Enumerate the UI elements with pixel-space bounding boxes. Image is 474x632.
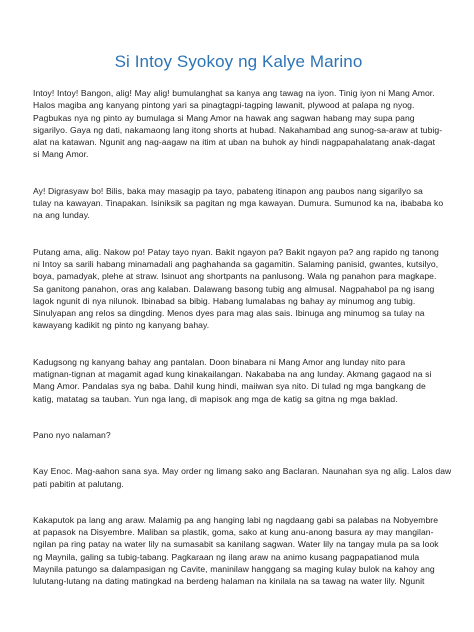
paragraph-line: ngilan pa ring patay na water lily na sumasabit sa kanilang sagwan. Water lily na tangay mula pa sa look <box>33 539 439 550</box>
paragraph-line: Pano nyo nalaman? <box>33 429 111 440</box>
paragraph-line: lulutang-lutang na dating matingkad na berdeng halaman na kinilala na sa tawag na water lily. Ngunit <box>33 576 425 587</box>
paragraph-line: ni Intoy sa sarili habang minamadali ang paghahanda sa gagamitin. Salaming panisid, gwantes, kutsilyo, <box>33 258 439 269</box>
paragraph-4 <box>33 356 444 405</box>
paragraph-line: Mang Amor. Pandalas sya ng baba. Dahil kung hindi, maiiwan sya nito. Di tulad ng mga bangkang de <box>33 381 426 392</box>
paragraph-line: Kay Enoc. Mag-aahon sana sya. May order ng limang sako ang Baclaran. Naunahan sya ng alig. Lalos daw <box>33 466 452 477</box>
paragraph-line: alat na katawan. Ngunit ang nag-aagaw na itim at uban na buhok ay hindi nagpapahalatang anak-dagat <box>33 137 436 148</box>
paragraph-2 <box>33 185 444 222</box>
paragraph-line: si Mang Amor. <box>33 149 89 160</box>
paragraph-line: Sa ganitong panahon, oras ang kalaban. Dalawang basong tubig ang almusal. Nagpahabol pa ng isang <box>33 283 435 294</box>
paragraph-line: Pagbukas nya ng pinto ay bumulaga si Mang Amor na hawak ang sagwan habang may supa pang <box>33 112 415 123</box>
paragraph-line: Kakaputok pa lang ang araw. Malamig pa ang hanging labi ng nagdaang gabi sa palabas na Nobyembre <box>33 514 439 525</box>
paragraph-line: boya, pamadyak, plehe at straw. Isinuot ang shortpants na panlusong. Wala ng panahon para magkape. <box>33 271 437 282</box>
paragraph-line: kawayang kadikit ng pinto ng kanyang bahay. <box>33 320 210 331</box>
paragraph-line: ng Maynila, galing sa tubig-tabang. Pagkaraan ng ilang araw na animo kusang pagpapatianod mula <box>33 551 420 562</box>
paragraph-line: Intoy! Intoy! Bangon, alig! May alig! bumulanghat sa kanya ang tawag na iyon. Tinig iyon ni Mang Amor. <box>33 88 435 98</box>
paragraph-line: na ang lunday. <box>33 210 90 221</box>
paragraph-7 <box>33 514 444 588</box>
paragraph-1 <box>33 87 444 161</box>
paragraph-5 <box>33 429 444 441</box>
paragraph-line: at papasok na Disyembre. Maliban sa plastik, goma, sako at kung anu-anong basura ay may mangilan- <box>33 527 434 538</box>
paragraph-line: matignan-tignan at magamit agad kung kinakailangan. Nakababa na ang lunday. Akmang gagaod na si <box>33 369 432 380</box>
paragraph-line: pati pabitin at palutang. <box>33 478 124 489</box>
paragraph-line: Putang ama, alig. Nakow po! Patay tayo nyan. Bakit ngayon pa? Bakit ngayon pa? ang rapido ng tanong <box>33 246 439 257</box>
paragraph-line: tulay na kawayan. Tinapakan. Isiniksik sa pagitan ng mga kawayan. Dumura. Sumunod ka na, ibababa ko <box>33 198 444 209</box>
paragraph-6 <box>33 465 452 490</box>
paragraph-line: Ay! Digrasyaw bo! Bilis, baka may masagip pa tayo, pabateng itinapon ang paubos nang sigarilyo sa <box>33 185 423 196</box>
paragraph-line: katig, matatag sa tauban. Yun nga lang, di mapisok ang mga de katig sa gitna ng mga baklad. <box>33 393 398 404</box>
paragraph-line: sigarilyo. Gaya ng dati, nakamaong lang itong shorts at hubad. Nakahambad ang sunog-sa-araw at tubig- <box>33 124 443 135</box>
paragraph-line: Sinulyapan ang relos sa dingding. Menos dyes para mag alas sais. Ibinuga ang minumog sa tulay na <box>33 308 425 319</box>
paragraph-line: Maynila patungo sa dalampasigan ng Cavite, maninilaw hanggang sa maging kulay bulok na kahoy ang <box>33 564 435 575</box>
paragraph-line: Halos magiba ang kanyang pintong yari sa pinagtagpi-tagping lawanit, plywood at palapa ng nyog. <box>33 100 415 111</box>
paragraph-line: lagok ngunit di nya nilunok. Ibinabad sa bibig. Habang lumalabas ng bahay ay minumog ang tubig. <box>33 295 416 306</box>
paragraph-3 <box>33 246 444 332</box>
document-title: Si Intoy Syokoy ng Kalye Marino <box>114 52 363 71</box>
paragraph-line: Kadugsong ng kanyang bahay ang pantalan. Doon binabara ni Mang Amor ang lunday nito para <box>33 356 406 367</box>
